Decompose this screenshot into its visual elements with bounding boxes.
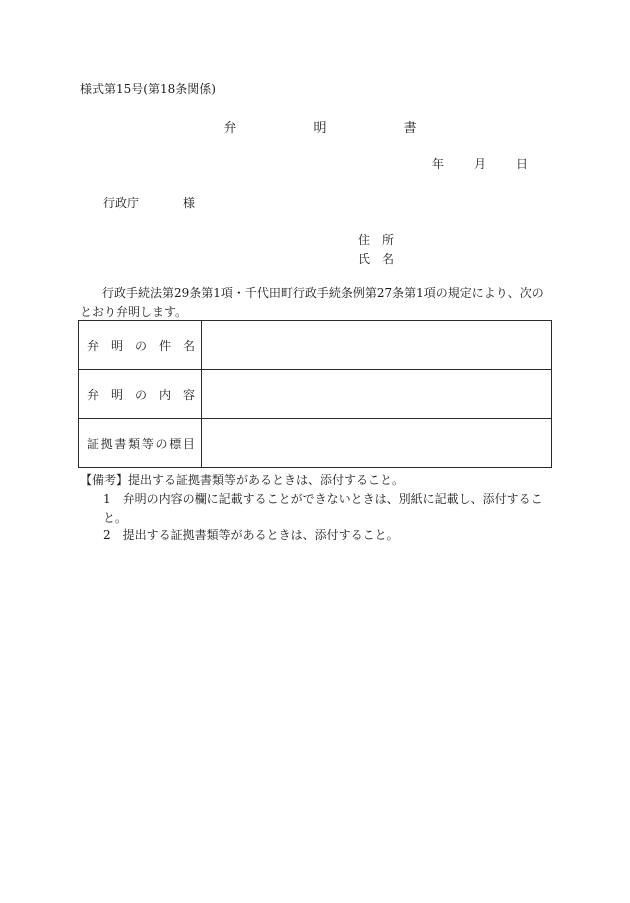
table-row — [79, 370, 552, 419]
recipient-office: 行政庁 — [103, 196, 140, 210]
label-char: 容 — [182, 387, 195, 402]
label-char: 弁 — [87, 338, 100, 353]
title-char: 明 — [313, 121, 327, 136]
label-char: 弁 — [87, 387, 100, 402]
label-char: 類 — [128, 436, 141, 451]
label-char: 拠 — [100, 436, 113, 451]
subject-value-cell[interactable] — [202, 321, 552, 370]
remarks-heading: 【備考】提出する証拠書類等があるときは、添付すること。 — [80, 473, 405, 487]
label-char: 件 — [158, 338, 171, 353]
label-char: 明 — [110, 387, 123, 402]
label-char: 書 — [114, 436, 127, 451]
content-value-cell[interactable] — [202, 370, 552, 419]
label-char: 目 — [182, 436, 195, 451]
evidence-value-cell[interactable] — [202, 419, 552, 468]
label-char: 明 — [110, 338, 123, 353]
name-char: 名 — [382, 252, 395, 266]
detail-table — [78, 320, 552, 468]
table-label-cell — [79, 370, 202, 419]
name-label — [358, 250, 406, 267]
remarks-item-2: 2 提出する証拠書類等があるときは、添付すること。 — [103, 528, 399, 542]
label-char: 証 — [87, 436, 100, 451]
address-char: 所 — [382, 233, 395, 247]
name-char: 氏 — [358, 252, 371, 266]
table-label-cell — [79, 419, 202, 468]
title-char: 弁 — [223, 121, 237, 136]
date-day-label: 日 — [515, 157, 528, 171]
label-char: の — [134, 387, 147, 402]
date-year-label: 年 — [432, 157, 445, 171]
form-number: 様式第15号(第18条関係) — [80, 82, 216, 96]
remarks-item-1: 1 弁明の内容の欄に記載することができないときは、別紙に記載し、添付すること。 — [103, 492, 543, 525]
label-char: 等 — [141, 436, 154, 451]
table-label-cell — [79, 321, 202, 370]
label-char: の — [134, 338, 147, 353]
label-char: の — [155, 436, 168, 451]
address-label — [358, 231, 406, 248]
date-line — [432, 155, 528, 172]
label-char: 標 — [169, 436, 182, 451]
table-row — [79, 321, 552, 370]
table-row — [79, 419, 552, 468]
recipient-line — [103, 194, 195, 211]
statement-paragraph: 行政手続法第29条第1項・千代田町行政手続条例第27条第1項の規定により、次のとおり弁明します。 — [80, 286, 544, 319]
recipient-honorific: 様 — [183, 196, 196, 210]
label-char: 名 — [182, 338, 195, 353]
title-char: 書 — [403, 121, 417, 136]
date-month-label: 月 — [473, 157, 486, 171]
document-title — [200, 117, 440, 135]
address-char: 住 — [358, 233, 371, 247]
label-char: 内 — [158, 387, 171, 402]
